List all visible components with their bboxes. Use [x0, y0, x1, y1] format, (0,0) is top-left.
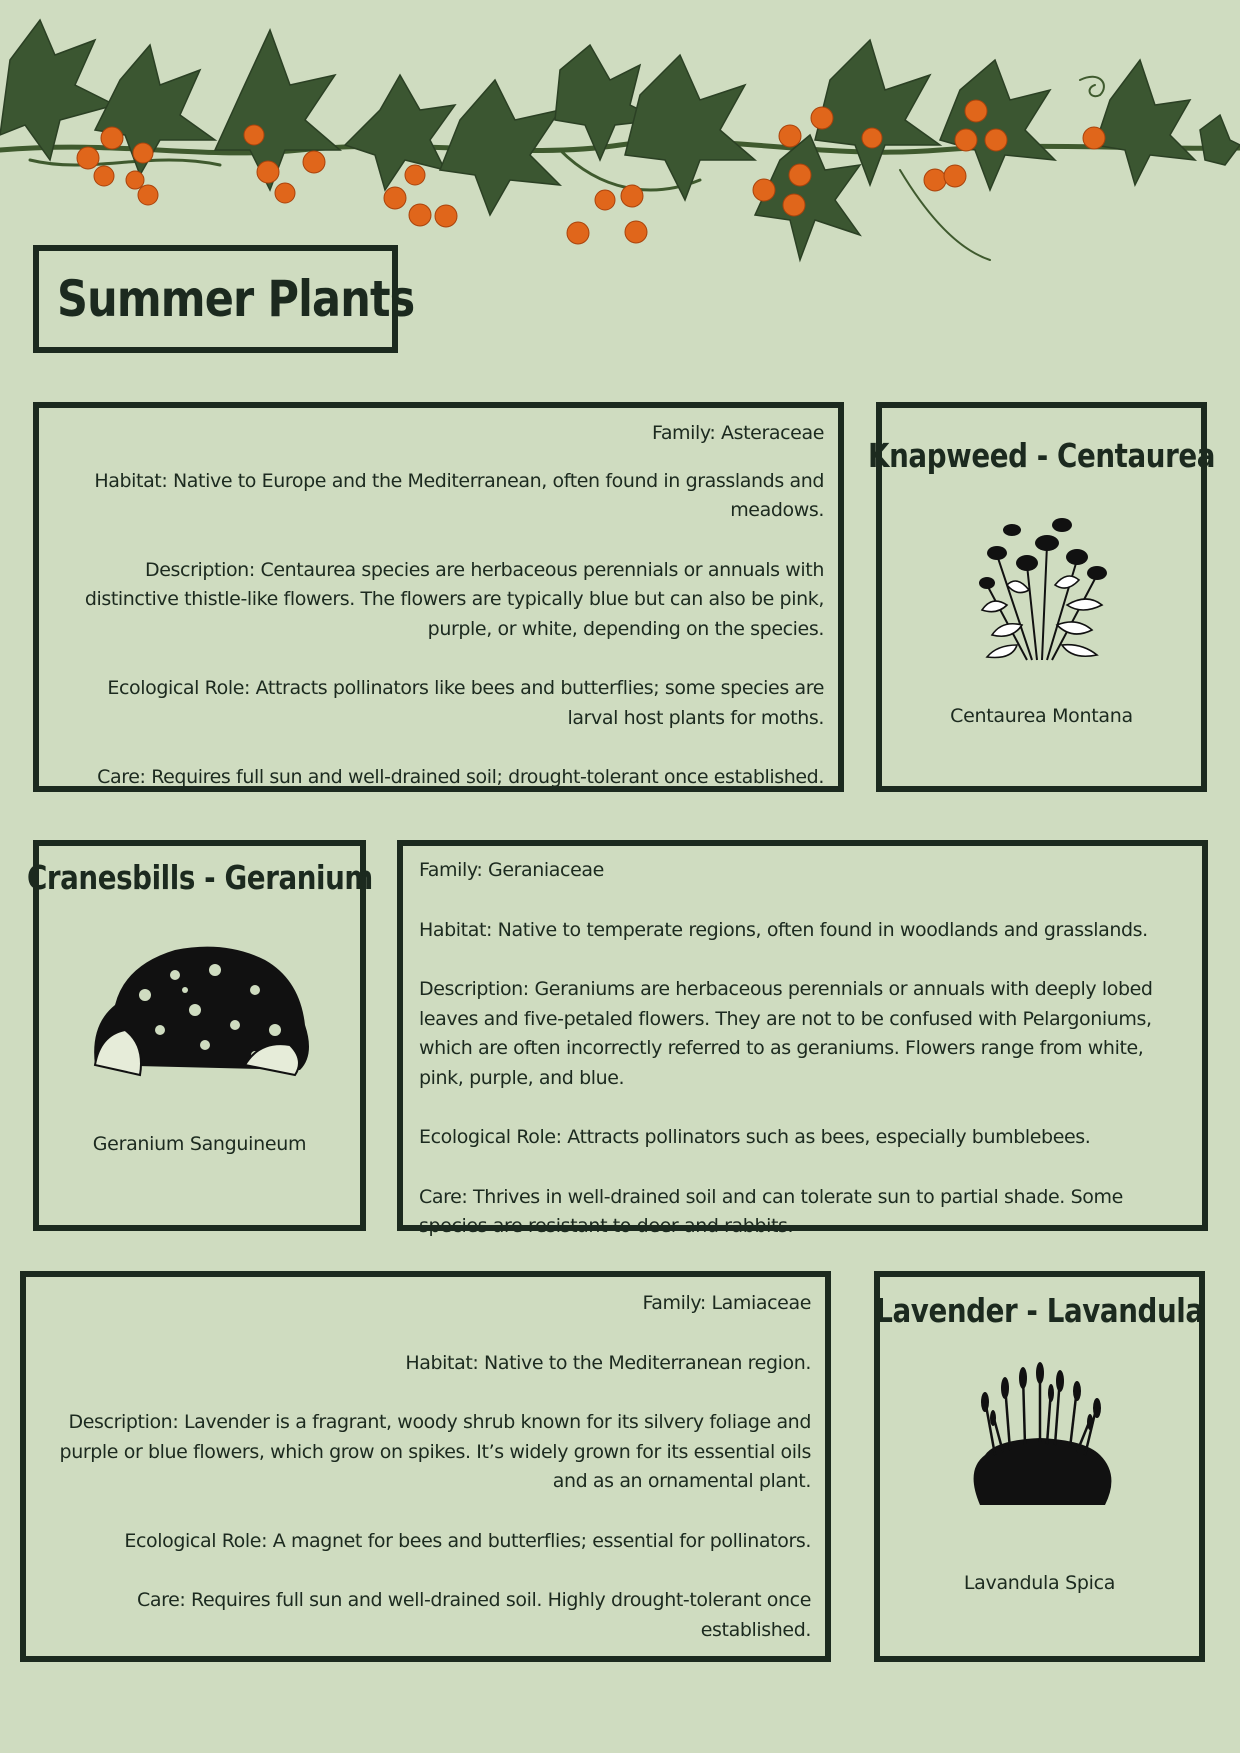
lavender-ecological-role: Ecological Role: A magnet for bees and butterflies; essential for pollinators. — [124, 1529, 811, 1552]
lavender-info-box — [20, 1271, 831, 1662]
lavender-name: Lavender - Lavandula — [875, 1291, 1204, 1330]
knapweed-habitat: Habitat: Native to Europe and the Mediterranean, often found in grasslands and meadows. — [94, 469, 824, 521]
geranium-info-box — [397, 840, 1208, 1237]
geranium-card — [26, 840, 373, 1231]
lavender-caption: Lavandula Spica — [963, 1572, 1116, 1594]
page-title: Summer Plants — [57, 270, 415, 328]
knapweed-card — [868, 402, 1215, 792]
lavender-illustration — [955, 1360, 1125, 1510]
lavender-habitat: Habitat: Native to the Mediterranean region. — [405, 1351, 811, 1374]
knapweed-family: Family: Asteraceae — [652, 422, 824, 444]
geranium-illustration — [85, 935, 315, 1085]
knapweed-info-box — [33, 402, 844, 792]
geranium-family: Family: Geraniaceae — [419, 859, 604, 881]
geranium-care: Care: Thrives in well-drained soil and can tolerate sun to partial shade. Some species are resistant to deer and rabbits. — [419, 1185, 1123, 1237]
knapweed-description: Description: Centaurea species are herbaceous perennials or annuals with distinctive thistle-like flowers. The flowers are typically blue but can also be pink, purple, or white, depending on the species. — [84, 558, 824, 640]
knapweed-name: Knapweed - Centaurea — [868, 436, 1215, 475]
geranium-name: Cranesbills - Geranium — [26, 858, 373, 897]
ivy-vine-decoration — [0, 0, 1240, 280]
knapweed-ecological-role: Ecological Role: Attracts pollinators like bees and butterflies; some species are larval host plants for moths. — [107, 677, 824, 729]
knapweed-caption: Centaurea Montana — [950, 705, 1133, 727]
geranium-ecological-role: Ecological Role: Attracts pollinators such as bees, especially bumblebees. — [419, 1126, 1091, 1148]
lavender-family: Family: Lamiaceae — [642, 1292, 811, 1314]
lavender-card — [874, 1271, 1205, 1662]
lavender-care: Care: Requires full sun and well-drained soil. Highly drought-tolerant once established. — [136, 1589, 811, 1641]
geranium-habitat: Habitat: Native to temperate regions, often found in woodlands and grasslands. — [419, 918, 1148, 941]
lavender-description: Description: Lavender is a fragrant, woody shrub known for its silvery foliage and purple or blue flowers, which grow on spikes. It’s widely grown for its essential oils and as an ornamental plant. — [59, 1411, 811, 1492]
knapweed-illustration — [967, 505, 1117, 665]
ivy-leaves — [0, 20, 1240, 260]
geranium-caption: Geranium Sanguineum — [92, 1133, 307, 1155]
knapweed-care: Care: Requires full sun and well-drained soil; drought-tolerant once established. — [97, 766, 824, 788]
geranium-description: Description: Geraniums are herbaceous perennials or annuals with deeply lobed leaves and five-petaled flowers. They are not to be confused with Pelargoniums, which are often incorrectly referred to as geraniums. Flowers range from white, pink, purple, and blue. — [419, 978, 1153, 1089]
title-box — [33, 245, 415, 353]
